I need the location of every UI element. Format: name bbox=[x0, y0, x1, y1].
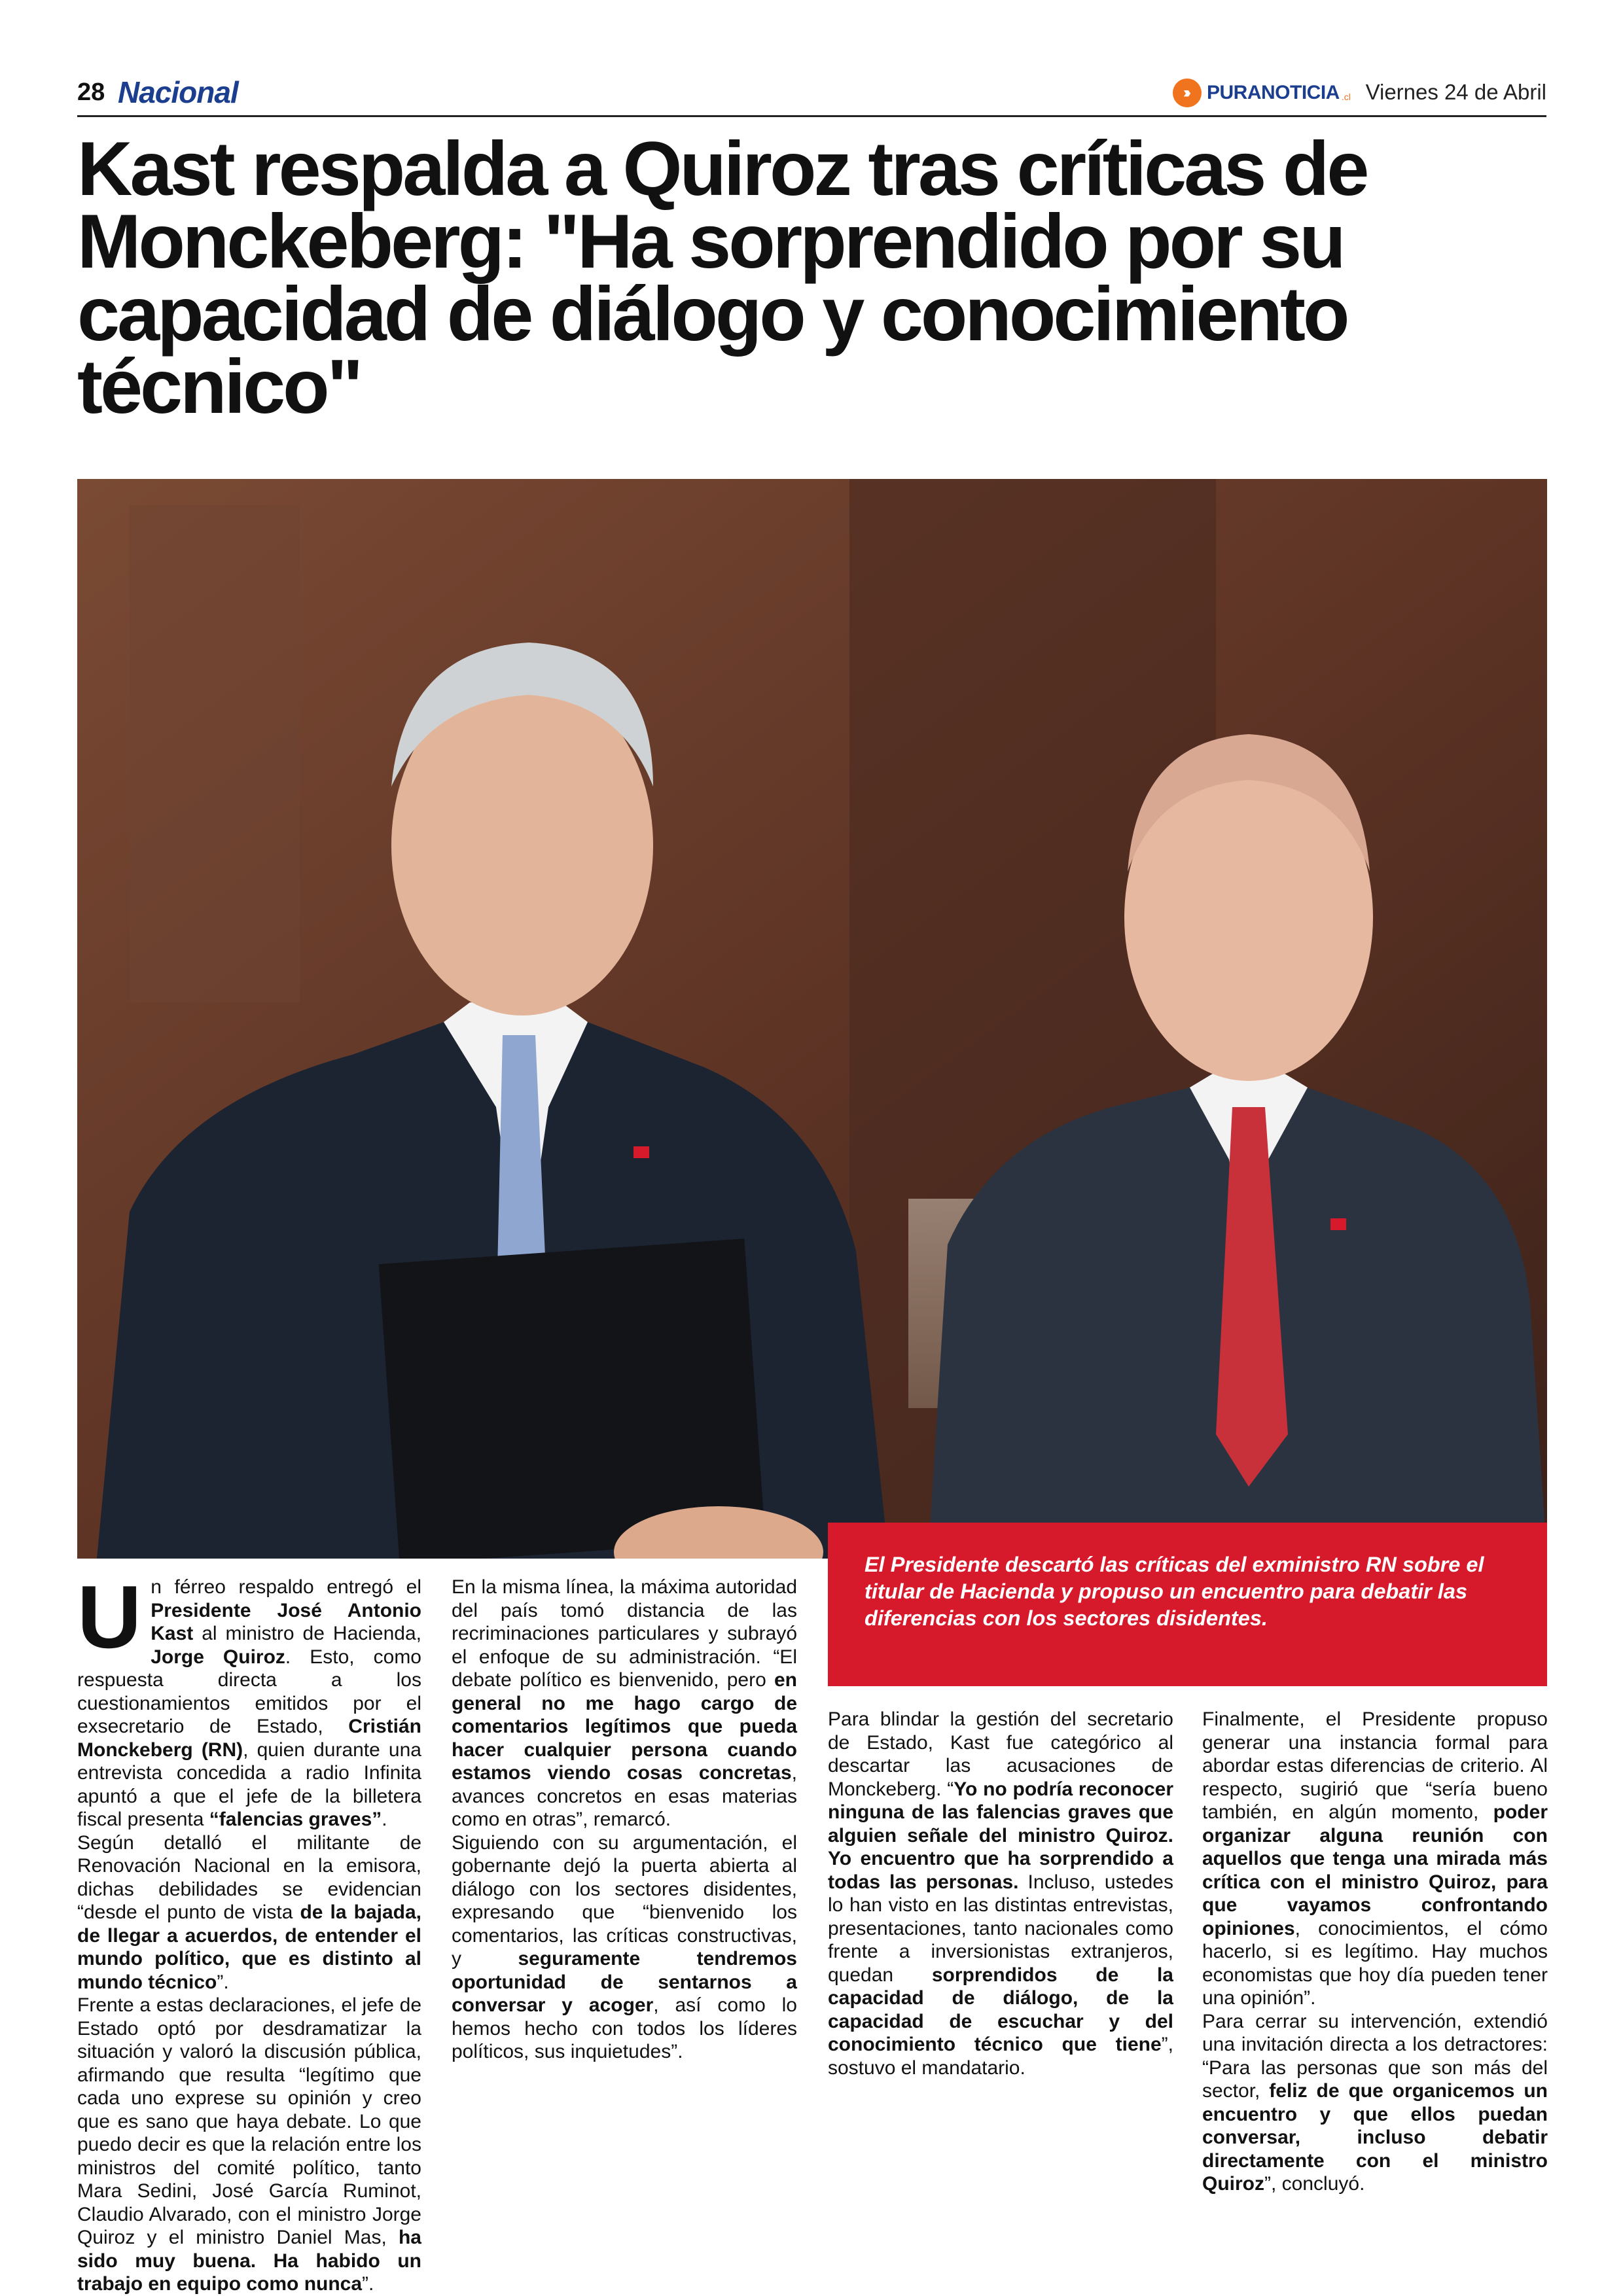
text: Frente a estas declaraciones, el jefe de Estado optó por desdramatizar la situación y valoró la discusión pública, afirmando que resulta “legítimo que cada uno exprese su opinión y creo que es sano que haya debate. Lo que puedo decir es que la relación entre los ministros del comité político, tanto Mara Sedini, José García Ruminot, Claudio Alvarado, con el ministro Jorge Quiroz y el ministro Daniel Mas, bbox=[77, 1994, 421, 2248]
issue-date: Viernes 24 de Abril bbox=[1365, 80, 1546, 104]
bold-text: Cristián Monckeberg (RN) bbox=[77, 1716, 421, 1761]
logo-text: PURANOTICIA bbox=[1207, 82, 1340, 103]
text: ”, concluyó. bbox=[1264, 2173, 1365, 2195]
logo-suffix: .cl bbox=[1341, 92, 1351, 102]
article-paragraph bbox=[452, 1576, 797, 1831]
article-paragraph bbox=[77, 1567, 421, 1831]
bold-text: “falencias graves” bbox=[209, 1809, 382, 1830]
article-column-3 bbox=[828, 1708, 1173, 2079]
text: ”. bbox=[362, 2273, 374, 2295]
article-paragraph bbox=[1202, 1708, 1548, 2010]
news-photo bbox=[77, 479, 1547, 1559]
article-paragraph bbox=[77, 1994, 421, 2296]
text: ”. bbox=[217, 1971, 229, 1993]
text: , conocimientos, el cómo hacerlo, si es legítimo. Hay muchos economistas que hoy día pueden tener una opinión”. bbox=[1202, 1917, 1548, 2009]
text: n férreo respaldo entregó el bbox=[151, 1576, 421, 1598]
page-number: 28 bbox=[77, 79, 105, 106]
section-title: Nacional bbox=[118, 75, 238, 109]
headline: Kast respalda a Quiroz tras críticas de Monckeberg: "Ha sorprendido por su capacidad de diálogo y conocimiento técnico" bbox=[77, 126, 1367, 429]
logo-arrows-icon: ››› bbox=[1173, 79, 1202, 107]
text: Para blindar la gestión del secretario de Estado, Kast fue categórico al descartar las acusaciones de Monckeberg. “ bbox=[828, 1708, 1173, 1800]
text: Incluso, ustedes lo han visto en las distintas entrevistas, presentaciones, tanto nacionales como frente a inversionistas extranjeros, quedan bbox=[828, 1871, 1173, 1986]
photo-caption: El Presidente descartó las críticas del exministro RN sobre el titular de Hacienda y propuso un encuentro para debatir las diferencias con los sectores disidentes. bbox=[828, 1523, 1547, 1686]
bold-text: poder organizar alguna reunión con aquellos que tenga una mirada más crítica con el ministro Quiroz, para que vayamos confrontando opiniones bbox=[1202, 1801, 1548, 1939]
bold-text: Yo no podría reconocer ninguna de las falencias graves que alguien señale del ministro Quiroz. Yo encuentro que ha sorprendido a todas las personas. bbox=[828, 1778, 1173, 1893]
bold-text: ha sido muy buena. Ha habido un trabajo en equipo como nunca bbox=[77, 2227, 421, 2295]
bold-text: de la bajada, de llegar a acuerdos, de entender el mundo político, que es distinto al mundo técnico bbox=[77, 1901, 421, 1993]
text: , así como lo hemos hecho con todos los líderes políticos, sus inquietudes”. bbox=[452, 1994, 797, 2062]
text: . Esto, como respuesta directa a los cuestionamientos emitidos por el exsecretario de Estado, bbox=[77, 1646, 421, 1737]
bold-text: seguramente tendremos oportunidad de sentarnos a conversar y acoger bbox=[452, 1948, 797, 2016]
bold-text: sorprendidos de la capacidad de diálogo, de la capacidad de escuchar y del conocimiento técnico que tiene bbox=[828, 1964, 1173, 2055]
text: En la misma línea, la máxima autoridad del país tomó distancia de las recriminaciones particulares y subrayó el enfoque de su administración. “El debate político es bienvenido, pero bbox=[452, 1576, 797, 1691]
puranoticia-logo bbox=[1173, 79, 1351, 107]
article-paragraph bbox=[1202, 2010, 1548, 2196]
bold-text: Jorge Quiroz bbox=[151, 1646, 285, 1668]
text: , quien durante una entrevista concedida a radio Infinita apuntó a que el jefe de la billetera fiscal presenta bbox=[77, 1739, 421, 1830]
text: . bbox=[382, 1809, 387, 1830]
article-paragraph bbox=[828, 1708, 1173, 2079]
text: Siguiendo con su argumentación, el gobernante dejó la puerta abierta al diálogo con los sectores disidentes, expresando que “bienvenido los comentarios, las críticas constructivas, y bbox=[452, 1831, 797, 1969]
bold-text: Presidente José Antonio Kast bbox=[151, 1599, 421, 1644]
text: Según detalló el militante de Renovación Nacional en la emisora, dichas debilidades se evidencian “desde el punto de vista bbox=[77, 1831, 421, 1923]
drop-cap: U bbox=[77, 1567, 142, 1667]
article-paragraph bbox=[77, 1831, 421, 1994]
article-column-4 bbox=[1202, 1708, 1548, 2196]
text: Finalmente, el Presidente propuso generar una instancia formal para abordar estas diferencias de criterio. Al respecto, sugirió que “sería bueno también, en algún momento, bbox=[1202, 1708, 1548, 1823]
page-header bbox=[77, 72, 1546, 117]
photo-illustration bbox=[77, 479, 1547, 1559]
text: ”, sostuvo el mandatario. bbox=[828, 2034, 1173, 2079]
article-paragraph bbox=[452, 1831, 797, 2064]
bold-text: feliz de que organicemos un encuentro y que ellos puedan conversar, incluso debatir directamente con el ministro Quiroz bbox=[1202, 2080, 1548, 2195]
text: , avances concretos en esas materias como en otras”, remarcó. bbox=[452, 1762, 797, 1830]
text: Para cerrar su intervención, extendió una invitación directa a los detractores: “Para las personas que son más del sector, bbox=[1202, 2010, 1548, 2102]
article-column-2 bbox=[452, 1576, 797, 2064]
article-column-1 bbox=[77, 1567, 421, 2296]
bold-text: en general no me hago cargo de comentarios legítimos que pueda hacer cualquier persona cuando estamos viendo cosas concretas bbox=[452, 1669, 797, 1784]
text: al ministro de Hacienda, bbox=[193, 1623, 421, 1644]
